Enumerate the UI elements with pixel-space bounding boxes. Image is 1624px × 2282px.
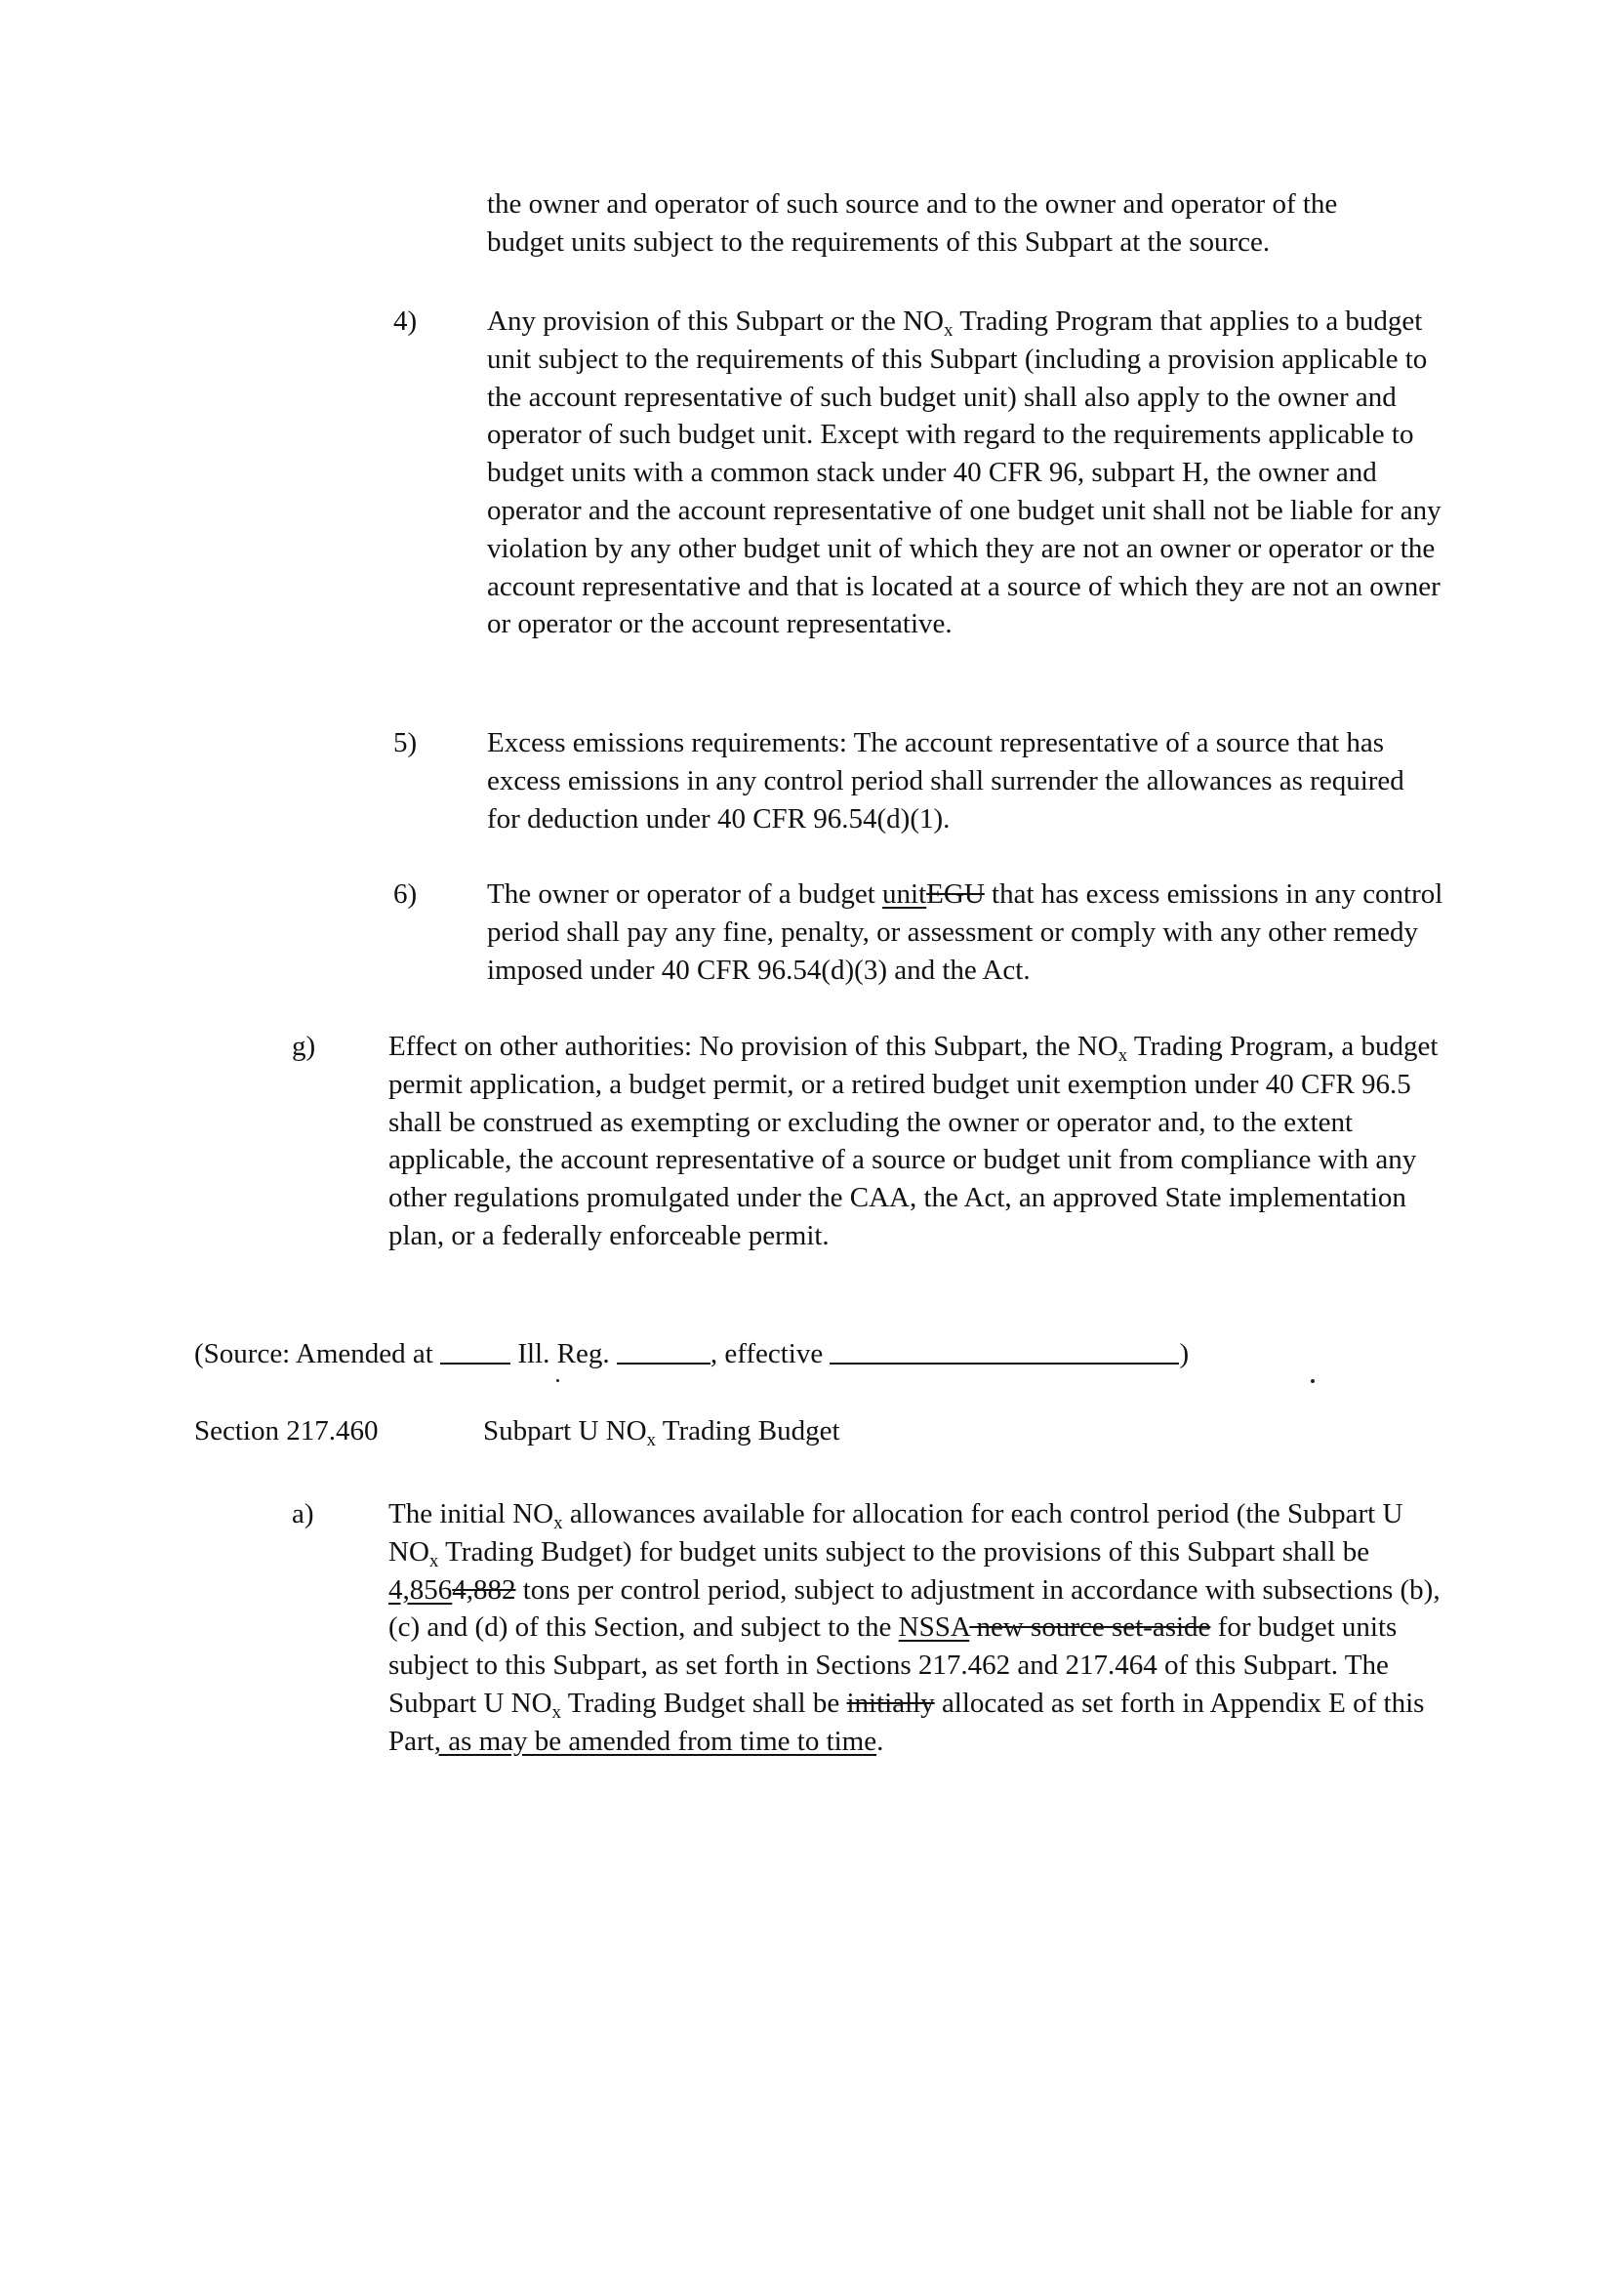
item-a-subscript-2: x: [428, 1550, 439, 1571]
item-g-subscript: x: [1117, 1045, 1128, 1066]
item-4-text-b: Trading Program that applies to a budget unit subject to the requirements of this Subpart (including a provision applicable to the account representative of such budget unit) shall also apply to the owner and operator of such budget unit. Except with regard to the requirements applicable to budget units with a common stack under 40 CFR 96, subpart H, the owner and operator and the account representative of one budget unit shall not be liable for any violation by any other budget unit of which they are not an owner or operator or the account representative and that is located at a source of which they are not an owner or operator or the account representative.: [487, 306, 1441, 640]
item-a-text-4: tons per control period, subject to adjustment in accordance with subsections (b), (c) and (d) of this Section, and subject to the: [388, 1573, 1441, 1644]
item-g-text-a: Effect on other authorities: No provision of this Subpart, the NO: [388, 1031, 1118, 1062]
item-a-inserted-total: 4,856: [388, 1573, 453, 1606]
item-a-subscript-1: x: [553, 1513, 563, 1533]
item-a-text-8: .: [876, 1725, 884, 1757]
item-a-text-5: for budget units subject to this Subpart, as set forth in Sections 217.462 and 217.464 of this Subpart. The Subpart U NO: [388, 1611, 1398, 1719]
item-4-subscript: x: [944, 320, 954, 341]
source-page-blank: [617, 1337, 710, 1365]
item-a-deleted-total: 4,882: [452, 1573, 516, 1606]
section-title-text-b: Trading Budget: [656, 1415, 840, 1447]
item-a-text-3: Trading Budget) for budget units subject to the provisions of this Subpart shall be: [438, 1535, 1370, 1568]
continuation-line-1: the owner and operator of such source and to the owner and operator of the: [487, 188, 1338, 220]
continuation-line-2: budget units subject to the requirements of this Subpart at the source.: [487, 225, 1271, 258]
scan-speck: [1311, 1379, 1315, 1383]
item-g-paragraph: [388, 1028, 1442, 1255]
section-number: Section 217.460: [194, 1415, 379, 1447]
item-4-paragraph: [487, 303, 1463, 643]
item-6-inserted-text: unit: [882, 878, 927, 910]
item-g-number: g): [292, 1031, 316, 1062]
item-a-text-1: The initial NO: [388, 1498, 554, 1529]
item-a-inserted-nssa: NSSA: [898, 1611, 970, 1644]
item-6-text-a: The owner or operator of a budget: [487, 878, 883, 910]
source-note: [194, 1335, 1365, 1373]
item-a-paragraph: [388, 1495, 1452, 1761]
item-a-inserted-amended: , as may be amended from time to time: [433, 1725, 877, 1757]
item-4-text-a: Any provision of this Subpart or the NO: [487, 306, 944, 337]
item-g-text-b: Trading Program, a budget permit application, a budget permit, or a retired budget unit exemption under 40 CFR 96.5 shall be construed as exempting or excluding the owner or operator and, to the extent applicable, the account representative of a source or budget unit from compliance with any other regulations promulgated under the CAA, the Act, an approved State implementation plan, or a federally enforceable permit.: [388, 1031, 1439, 1251]
item-a-text-6: Trading Budget shall be: [561, 1687, 847, 1719]
item-6-paragraph: [487, 876, 1443, 989]
item-6-deleted-text: EGU: [926, 878, 985, 910]
item-a-text-2: allowances available for allocation for each control period (the Subpart U NO: [388, 1498, 1403, 1568]
item-6-text-b: that has excess emissions in any control period shall pay any fine, penalty, or assessment or comply with any other remedy imposed under 40 CFR 96.54(d)(3) and the Act.: [487, 878, 1443, 986]
item-a-deleted-set-aside: new source set-aside: [969, 1611, 1211, 1644]
source-note-text-c: , effective: [710, 1338, 831, 1369]
section-title-text-a: Subpart U NO: [483, 1415, 647, 1447]
source-note-text-b: Ill. Reg.: [510, 1338, 617, 1369]
item-a-text-7: allocated as set forth in Appendix E of this Part: [388, 1687, 1425, 1757]
source-note-text-a: (Source: Amended at: [194, 1338, 441, 1369]
item-a-deleted-initially: initially: [846, 1687, 935, 1719]
source-effective-date-blank: [830, 1337, 1179, 1365]
item-4-number: 4): [393, 306, 418, 337]
item-5-number: 5): [393, 727, 418, 758]
section-title: [483, 1412, 1166, 1450]
scan-speck: [556, 1379, 559, 1382]
continuation-paragraph: [487, 185, 1482, 262]
section-title-subscript: x: [646, 1430, 657, 1450]
source-volume-blank: [440, 1337, 510, 1365]
item-5-paragraph: Excess emissions requirements: The account representative of a source that has excess emissions in any control period shall surrender the allowances as required for deduction under 40 CFR 96.54(d)(1).: [487, 727, 1404, 835]
item-a-subscript-3: x: [551, 1701, 562, 1723]
source-note-text-d: ): [1179, 1338, 1190, 1369]
item-a-number: a): [292, 1498, 314, 1529]
item-6-number: 6): [393, 878, 418, 910]
